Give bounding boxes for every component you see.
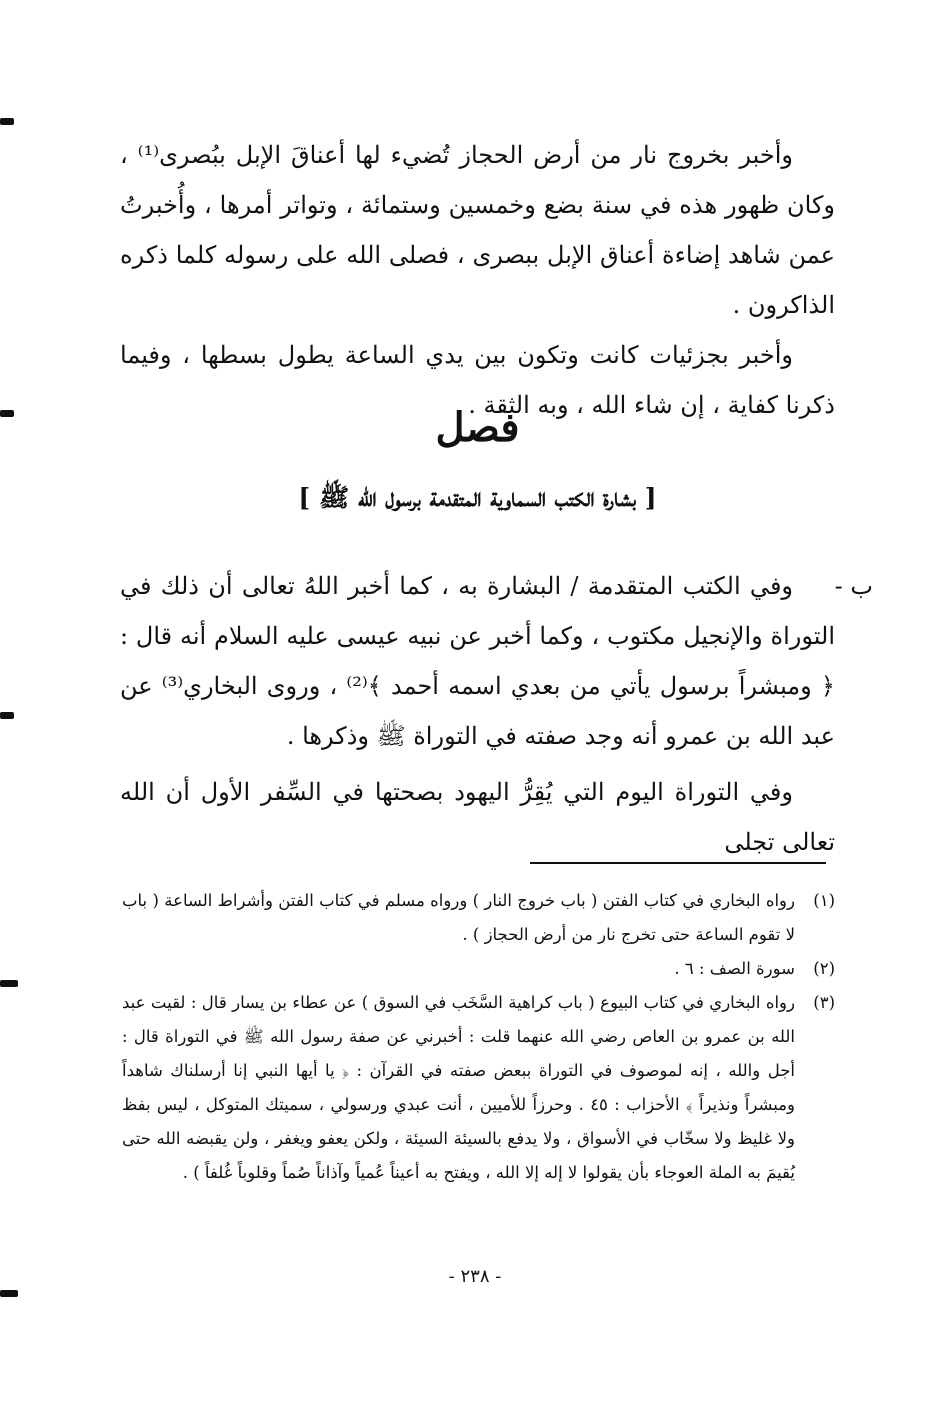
- footnote-divider: [530, 862, 826, 864]
- footnotes: [122, 884, 835, 1190]
- footnote: [122, 884, 835, 952]
- scan-edge-mark: [0, 980, 18, 987]
- paragraph: وفي الكتب المتقدمة / البشارة به ، كما أخبر اللهُ تعالى أن ذلك في التوراة والإنجيل مكتوب ، وكما أخبر عن نبيه عيسى عليه السلام أنه قال : ﴿ ومبشراً برسول يأتي من بعدي اسمه أحمد ﴾⁽²⁾ ، وروى البخاري⁽³⁾ عن عبد الله بن عمرو أنه وجد صفته في التوراة ﷺ وذكرها .: [120, 572, 835, 750]
- section-subtitle: [ بشارة الكتب السماوية المتقدمة برسول الله ﷺ ]: [298, 483, 657, 512]
- footnote: [122, 986, 835, 1190]
- top-text-block: [120, 130, 835, 430]
- footnote-text: رواه البخاري في كتاب البيوع ( باب كراهية السَّخَب في السوق ) عن عطاء بن يسار قال : لقيت عبد الله بن عمرو بن العاص رضي الله عنهما قلت : أخبرني عن صفة رسول الله ﷺ في التوراة قال : أجل والله ، إنه لموصوف في التوراة ببعض صفته في القرآن : ﴿ يا أيها النبي إنا أرسلناك شاهداً ومبشراً ونذيراً ﴾ الأحزاب : ٤٥ . وحرزاً للأميين ، أنت عبدي ورسولي ، سميتك المتوكل ، ليس بفظ ولا غليظ ولا سخّاب في الأسواق ، ولا يدفع بالسيئة السيئة ، ولكن يعفو ويغفر ، ولن يقبضه الله حتى يُقيمَ به الملة العوجاء بأن يقولوا لا إله إلا الله ، ويفتح به أعيناً عُمياً وآذاناً صُماً وقلوباً غُلفاً ) .: [122, 993, 795, 1182]
- bottom-text-block: [120, 561, 835, 867]
- paragraph: وأخبر بخروج نار من أرض الحجاز تُضيء لها أعناقَ الإبل ببُصرى⁽¹⁾ ، وكان ظهور هذه في سنة بضع وخمسين وستمائة ، وتواتر أمرها ، وأُخبرتُ عمن شاهد إضاءة أعناق الإبل ببصرى ، فصلى الله على رسوله كلما ذكره الذاكرون .: [120, 141, 835, 319]
- footnote-number: (٢): [813, 959, 835, 978]
- paragraph: وفي التوراة اليوم التي يُقِرُّ اليهود بصحتها في السِّفر الأول أن الله تعالى تجلى: [120, 778, 835, 856]
- scan-edge-mark: [0, 118, 14, 125]
- scan-edge-mark: [0, 410, 14, 417]
- paragraph: وأخبر بجزئيات كانت وتكون بين يدي الساعة يطول بسطها ، وفيما ذكرنا كفاية ، إن شاء الله ، وبه الثقة .: [120, 341, 835, 419]
- section-title: فصل: [435, 404, 520, 451]
- footnote-number: (١): [813, 891, 835, 910]
- footnote-text: رواه البخاري في كتاب الفتن ( باب خروج النار ) ورواه مسلم في كتاب الفتن وأشراط الساعة ( باب لا تقوم الساعة حتى تخرج نار من أرض الحجاز ) .: [122, 891, 795, 944]
- page-number: - ٢٣٨ -: [448, 1266, 502, 1287]
- footnote: [122, 952, 835, 986]
- margin-folio-note: ب -: [834, 572, 873, 600]
- scan-edge-mark: [0, 1290, 18, 1297]
- footnote-number: (٣): [813, 993, 835, 1012]
- footnote-text: سورة الصف : ٦ .: [674, 959, 795, 978]
- scan-edge-mark: [0, 712, 14, 719]
